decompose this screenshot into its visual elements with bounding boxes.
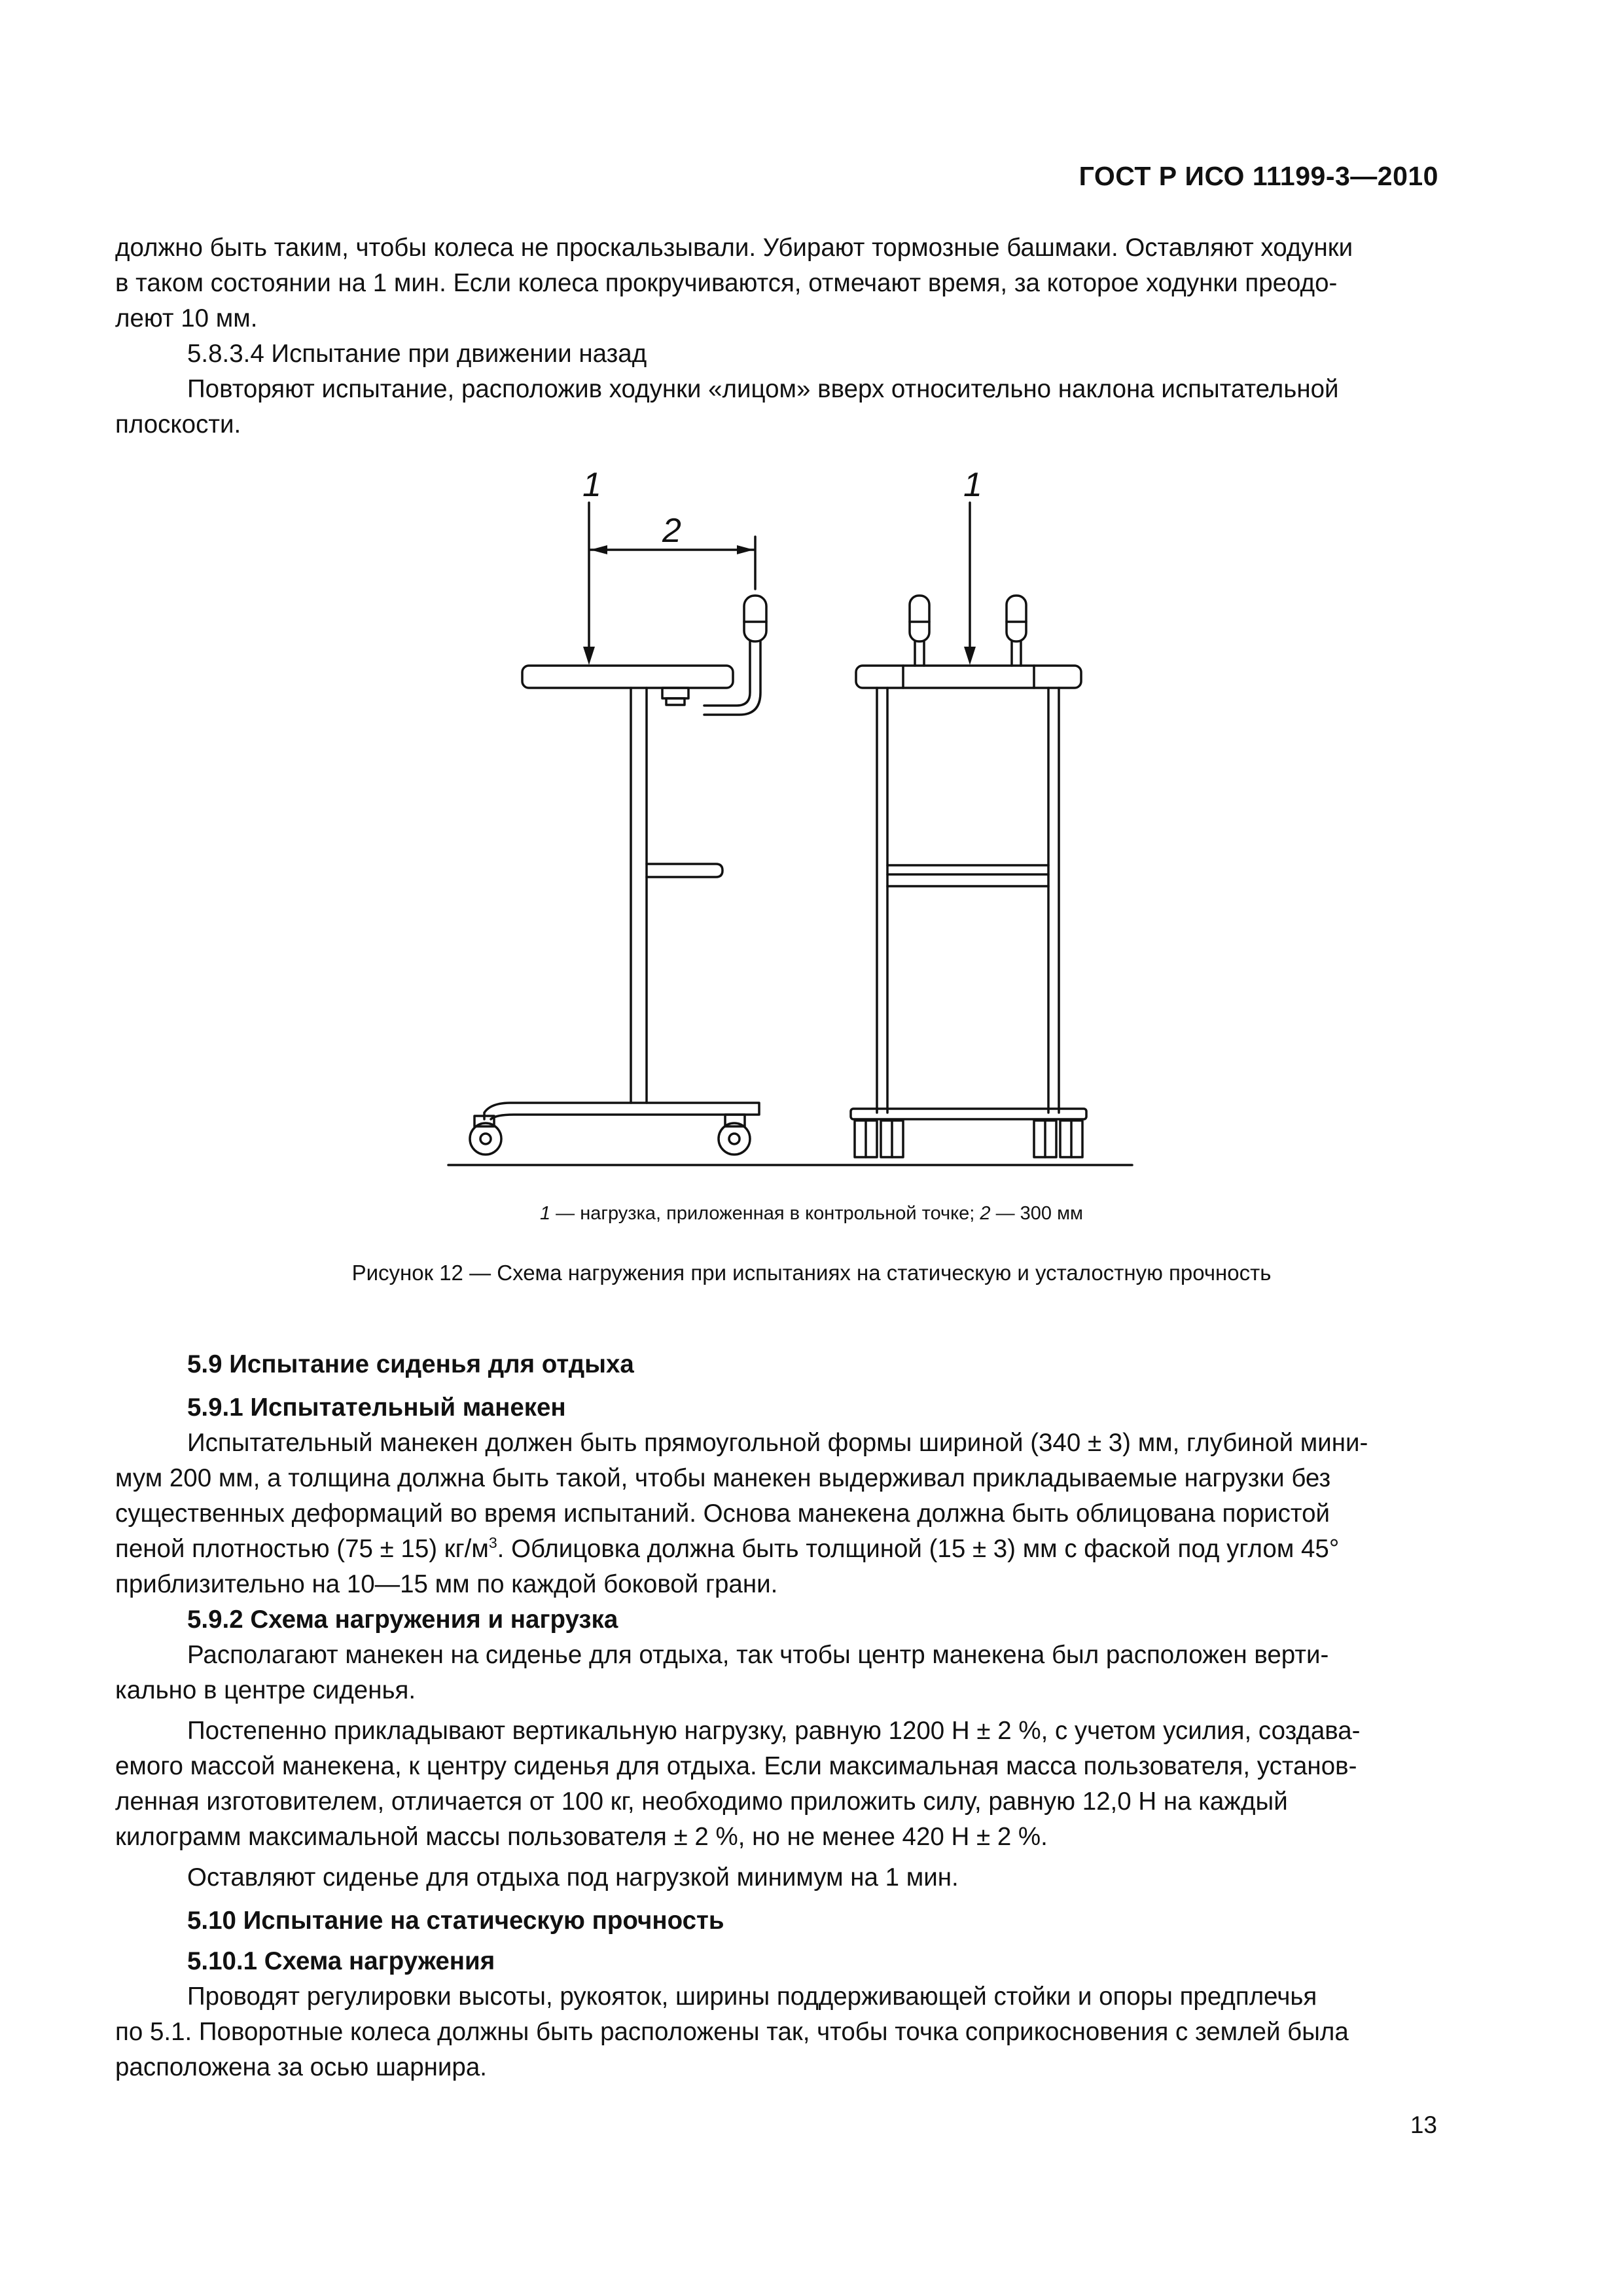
paragraph-line: Повторяют испытание, расположив ходунки «лицом» вверх относительно наклона испытательной [187,375,1339,403]
callout-label-1-left: 1 [582,466,601,504]
section-heading-5-10: 5.10 Испытание на статическую прочность [187,1907,724,1935]
subsection-title-5-8-3-4: 5.8.3.4 Испытание при движении назад [187,340,647,368]
paragraph-line-density [115,1532,1438,1567]
paragraph-line: Испытательный манекен должен быть прямоугольной формы шириной (340 ± 3) мм, глубиной мини- [187,1429,1368,1457]
paragraph-line: Располагают манекен на сиденье для отдыха, так чтобы центр манекена был расположен верти- [187,1641,1329,1669]
legend-text-1: — нагрузка, приложенная в контрольной точке; [550,1203,980,1224]
figure-12-drawing [419,458,1204,1230]
top-text-block [115,230,1438,442]
walker-side-view [470,596,766,1155]
paragraph-line: ленная изготовителем, отличается от 100 кг, необходимо приложить силу, равную 12,0 Н на каждый [115,1787,1288,1816]
section-heading-5-9-2: 5.9.2 Схема нагружения и нагрузка [187,1605,618,1634]
callout-label-2: 2 [662,512,681,550]
paragraph-line: кально в центре сиденья. [115,1676,416,1704]
paragraph-line: килограмм максимальной массы пользователя ± 2 %, но не менее 420 Н ± 2 %. [115,1823,1048,1851]
section-heading-5-9-1: 5.9.1 Испытательный манекен [187,1393,566,1422]
walker-front-view [851,596,1086,1157]
paragraph-line: леют 10 мм. [115,304,258,332]
paragraph-line: по 5.1. Поворотные колеса должны быть расположены так, чтобы точка соприкосновения с землей была [115,2018,1349,2046]
paragraph-line: приблизительно на 10—15 мм по каждой боковой грани. [115,1570,778,1598]
section-heading-5-10-1: 5.10.1 Схема нагружения [187,1947,495,1975]
paragraph-line: в таком состоянии на 1 мин. Если колеса прокручиваются, отмечают время, за которое ходунки преодо- [115,269,1338,297]
section-heading-5-9: 5.9 Испытание сиденья для отдыха [187,1350,634,1378]
paragraph-line: Постепенно прикладывают вертикальную нагрузку, равную 1200 Н ± 2 %, с учетом усилия, создава- [187,1717,1361,1745]
paragraph-line: мум 200 мм, а толщина должна быть такой, чтобы манекен выдерживал прикладываемые нагрузки без [115,1464,1331,1492]
paragraph-line: должно быть таким, чтобы колеса не проскальзывали. Убирают тормозные башмаки. Оставляют ходунки [115,234,1353,262]
legend-number-1: 1 [539,1203,551,1224]
callout-label-1-right: 1 [963,466,982,504]
document-code-header: ГОСТ Р ИСО 11199-3—2010 [1079,161,1438,191]
paragraph-line: Оставляют сиденье для отдыха под нагрузкой минимум на 1 мин. [187,1863,959,1892]
legend-number-2: 2 [980,1203,991,1224]
figure-caption: Рисунок 12 — Схема нагружения при испытаниях на статическую и усталостную прочность [351,1261,1272,1285]
legend-text-2: — 300 мм [990,1203,1083,1224]
paragraph-line: Проводят регулировки высоты, рукояток, ширины поддерживающей стойки и опоры предплечья [187,1982,1317,2011]
density-text-a: пеной плотностью (75 ± 15) кг/м [115,1535,489,1563]
paragraph-line: плоскости. [115,410,241,439]
figure-legend [0,1203,1623,1225]
page-number: 13 [1410,2111,1437,2138]
paragraph-line: расположена за осью шарнира. [115,2053,487,2081]
paragraph-line: существенных деформаций во время испытаний. Основа манекена должна быть облицована пористой [115,1499,1330,1528]
body-text-block [115,1347,1438,2085]
density-superscript: 3 [488,1534,497,1552]
density-text-b: . Облицовка должна быть толщиной (15 ± 3) мм с фаской под углом 45° [497,1535,1340,1563]
paragraph-line: емого массой манекена, к центру сиденья для отдыха. Если максимальная масса пользователя, установ- [115,1752,1357,1780]
